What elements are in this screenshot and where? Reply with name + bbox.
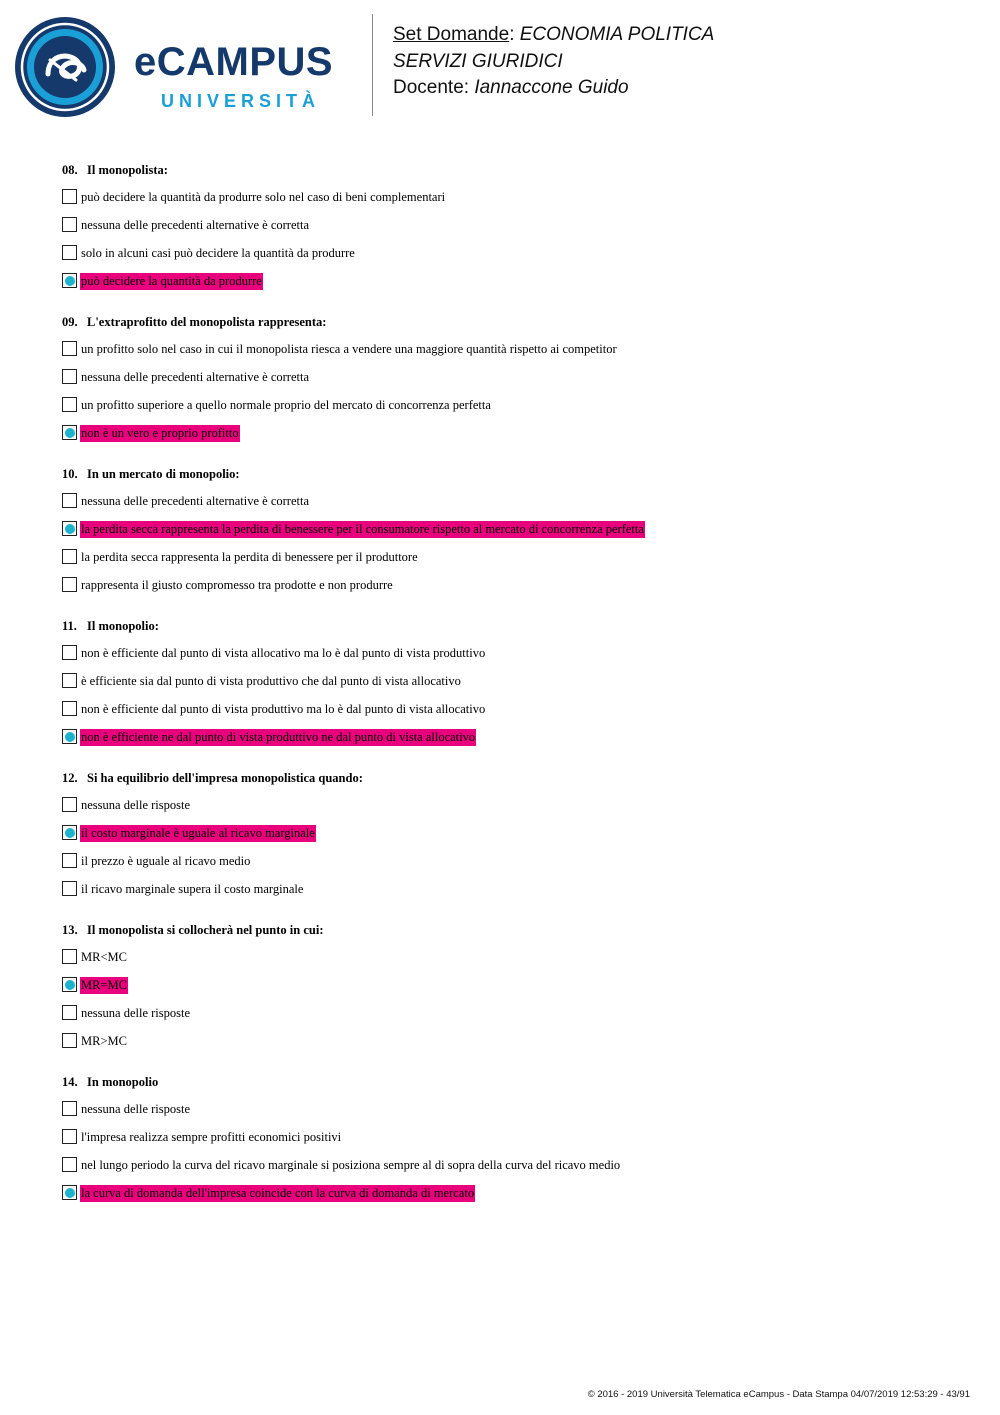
question-block xyxy=(62,618,962,757)
question-text: L'extraprofitto del monopolista rappresenta: xyxy=(87,315,327,329)
answer-option[interactable] xyxy=(62,577,962,605)
answer-checkbox[interactable] xyxy=(62,825,77,840)
answer-text: nessuna delle risposte xyxy=(81,1006,191,1020)
answer-checkbox[interactable] xyxy=(62,273,77,288)
set-label: Set Domande xyxy=(393,24,510,45)
answer-option-correct[interactable] xyxy=(62,729,962,757)
answer-option-correct[interactable] xyxy=(62,425,962,453)
header-info xyxy=(393,22,714,102)
answer-option[interactable] xyxy=(62,245,962,273)
answer-option[interactable] xyxy=(62,397,962,425)
header-divider xyxy=(372,14,373,116)
question-title xyxy=(62,922,962,939)
answer-checkbox[interactable] xyxy=(62,245,77,260)
answer-option[interactable] xyxy=(62,1129,962,1157)
question-title xyxy=(62,466,962,483)
subject-line-2: SERVIZI GIURIDICI xyxy=(393,50,563,72)
selected-mark-icon xyxy=(65,428,75,438)
question-title xyxy=(62,314,962,331)
answer-text: può decidere la quantità da produrre xyxy=(81,274,262,288)
answer-text: un profitto solo nel caso in cui il monopolista riesca a vendere una maggiore quantità rispetto ai competitor xyxy=(81,342,617,356)
answer-checkbox[interactable] xyxy=(62,1157,77,1172)
question-block xyxy=(62,770,962,909)
answer-option[interactable] xyxy=(62,189,962,217)
answer-checkbox[interactable] xyxy=(62,1185,77,1200)
question-number: 11. xyxy=(62,619,77,633)
answer-option[interactable] xyxy=(62,1157,962,1185)
question-text: Il monopolista: xyxy=(87,163,168,177)
answer-option-correct[interactable] xyxy=(62,1185,962,1213)
answer-text: la curva di domanda dell'impresa coincide con la curva di domanda di mercato xyxy=(81,1186,475,1200)
answer-option[interactable] xyxy=(62,673,962,701)
question-block xyxy=(62,922,962,1061)
teacher-name: Iannaccone Guido xyxy=(474,77,629,98)
ecampus-logo xyxy=(14,14,359,118)
ecampus-seal-icon xyxy=(14,16,116,118)
answer-text: è efficiente sia dal punto di vista produttivo che dal punto di vista allocativo xyxy=(81,674,461,688)
answer-checkbox[interactable] xyxy=(62,1129,77,1144)
answer-option[interactable] xyxy=(62,493,962,521)
answer-text: non è efficiente ne dal punto di vista produttivo ne dal punto di vista allocativo xyxy=(81,730,476,744)
answer-checkbox[interactable] xyxy=(62,341,77,356)
answer-option[interactable] xyxy=(62,701,962,729)
answer-text: MR>MC xyxy=(81,1034,127,1048)
question-block xyxy=(62,1074,962,1213)
answer-text: nel lungo periodo la curva del ricavo marginale si posiziona sempre al di sopra della curva del ricavo medio xyxy=(81,1158,621,1172)
answer-checkbox[interactable] xyxy=(62,797,77,812)
answer-text: nessuna delle risposte xyxy=(81,798,191,812)
answer-checkbox[interactable] xyxy=(62,493,77,508)
answer-option[interactable] xyxy=(62,853,962,881)
question-title xyxy=(62,770,962,787)
answer-checkbox[interactable] xyxy=(62,521,77,536)
answer-text: non è efficiente dal punto di vista allocativo ma lo è dal punto di vista produttivo xyxy=(81,646,486,660)
selected-mark-icon xyxy=(65,828,75,838)
answer-option[interactable] xyxy=(62,797,962,825)
answer-checkbox[interactable] xyxy=(62,397,77,412)
answer-checkbox[interactable] xyxy=(62,549,77,564)
answer-text: nessuna delle precedenti alternative è corretta xyxy=(81,494,310,508)
answer-checkbox[interactable] xyxy=(62,369,77,384)
question-title xyxy=(62,1074,962,1091)
question-text: Si ha equilibrio dell'impresa monopolistica quando: xyxy=(87,771,363,785)
question-number: 08. xyxy=(62,163,78,177)
question-text: Il monopolio: xyxy=(87,619,159,633)
answer-option[interactable] xyxy=(62,1033,962,1061)
question-number: 12. xyxy=(62,771,78,785)
answer-checkbox[interactable] xyxy=(62,701,77,716)
question-text: Il monopolista si collocherà nel punto in cui: xyxy=(87,923,324,937)
answer-text: la perdita secca rappresenta la perdita di benessere per il consumatore rispetto al mercato di concorrenza perfetta xyxy=(81,522,644,536)
question-number: 13. xyxy=(62,923,78,937)
question-text: In un mercato di monopolio: xyxy=(87,467,240,481)
question-block xyxy=(62,314,962,453)
question-number: 10. xyxy=(62,467,78,481)
answer-option-correct[interactable] xyxy=(62,825,962,853)
question-title xyxy=(62,162,962,179)
selected-mark-icon xyxy=(65,732,75,742)
answer-option[interactable] xyxy=(62,645,962,673)
answer-checkbox[interactable] xyxy=(62,1005,77,1020)
answer-text: nessuna delle risposte xyxy=(81,1102,191,1116)
teacher-label: Docente: xyxy=(393,77,475,98)
answer-option-correct[interactable] xyxy=(62,977,962,1005)
page-footer: © 2016 - 2019 Università Telematica eCampus - Data Stampa 04/07/2019 12:53:29 - 43/91 xyxy=(587,1389,970,1400)
selected-mark-icon xyxy=(65,524,75,534)
selected-mark-icon xyxy=(65,980,75,990)
answer-text: rappresenta il giusto compromesso tra prodotte e non produrre xyxy=(81,578,393,592)
answer-option[interactable] xyxy=(62,1005,962,1033)
answer-text: l'impresa realizza sempre profitti economici positivi xyxy=(81,1130,342,1144)
answer-checkbox[interactable] xyxy=(62,1033,77,1048)
question-number: 09. xyxy=(62,315,78,329)
answer-text: il ricavo marginale supera il costo marginale xyxy=(81,882,304,896)
teacher-line xyxy=(393,75,714,102)
answer-option[interactable] xyxy=(62,549,962,577)
answer-checkbox[interactable] xyxy=(62,425,77,440)
answer-option-correct[interactable] xyxy=(62,273,962,301)
answer-text: non è un vero e proprio profitto xyxy=(81,426,239,440)
answer-checkbox[interactable] xyxy=(62,853,77,868)
question-block xyxy=(62,162,962,301)
answer-text: solo in alcuni casi può decidere la quantità da produrre xyxy=(81,246,355,260)
answer-option[interactable] xyxy=(62,341,962,369)
answer-option[interactable] xyxy=(62,369,962,397)
answer-checkbox[interactable] xyxy=(62,645,77,660)
selected-mark-icon xyxy=(65,276,75,286)
answer-checkbox[interactable] xyxy=(62,217,77,232)
answer-text: non è efficiente dal punto di vista produttivo ma lo è dal punto di vista allocativo xyxy=(81,702,486,716)
answer-checkbox[interactable] xyxy=(62,1101,77,1116)
question-list xyxy=(62,162,962,1226)
answer-text: il prezzo è uguale al ricavo medio xyxy=(81,854,251,868)
question-title xyxy=(62,618,962,635)
answer-text: MR<MC xyxy=(81,950,127,964)
answer-checkbox[interactable] xyxy=(62,977,77,992)
answer-option[interactable] xyxy=(62,1101,962,1129)
answer-option[interactable] xyxy=(62,949,962,977)
answer-text: MR=MC xyxy=(81,978,127,992)
answer-checkbox[interactable] xyxy=(62,949,77,964)
subject-line-1: ECONOMIA POLITICA xyxy=(519,24,715,45)
selected-mark-icon xyxy=(65,1188,75,1198)
answer-text: nessuna delle precedenti alternative è corretta xyxy=(81,218,310,232)
set-line xyxy=(393,22,714,49)
answer-checkbox[interactable] xyxy=(62,881,77,896)
answer-text: può decidere la quantità da produrre solo nel caso di beni complementari xyxy=(81,190,446,204)
set-separator: : xyxy=(509,24,520,45)
answer-checkbox[interactable] xyxy=(62,577,77,592)
logo-subtitle: UNIVERSITÀ xyxy=(161,91,321,111)
answer-checkbox[interactable] xyxy=(62,189,77,204)
question-block xyxy=(62,466,962,605)
answer-option[interactable] xyxy=(62,217,962,245)
answer-text: la perdita secca rappresenta la perdita di benessere per il produttore xyxy=(81,550,418,564)
question-text: In monopolio xyxy=(87,1075,159,1089)
answer-checkbox[interactable] xyxy=(62,673,77,688)
answer-text: il costo marginale è uguale al ricavo marginale xyxy=(81,826,315,840)
answer-option-correct[interactable] xyxy=(62,521,962,549)
answer-text: un profitto superiore a quello normale proprio del mercato di concorrenza perfetta xyxy=(81,398,491,412)
answer-text: nessuna delle precedenti alternative è corretta xyxy=(81,370,310,384)
answer-checkbox[interactable] xyxy=(62,729,77,744)
logo-wordmark: eCAMPUS xyxy=(134,40,334,84)
answer-option[interactable] xyxy=(62,881,962,909)
question-number: 14. xyxy=(62,1075,78,1089)
